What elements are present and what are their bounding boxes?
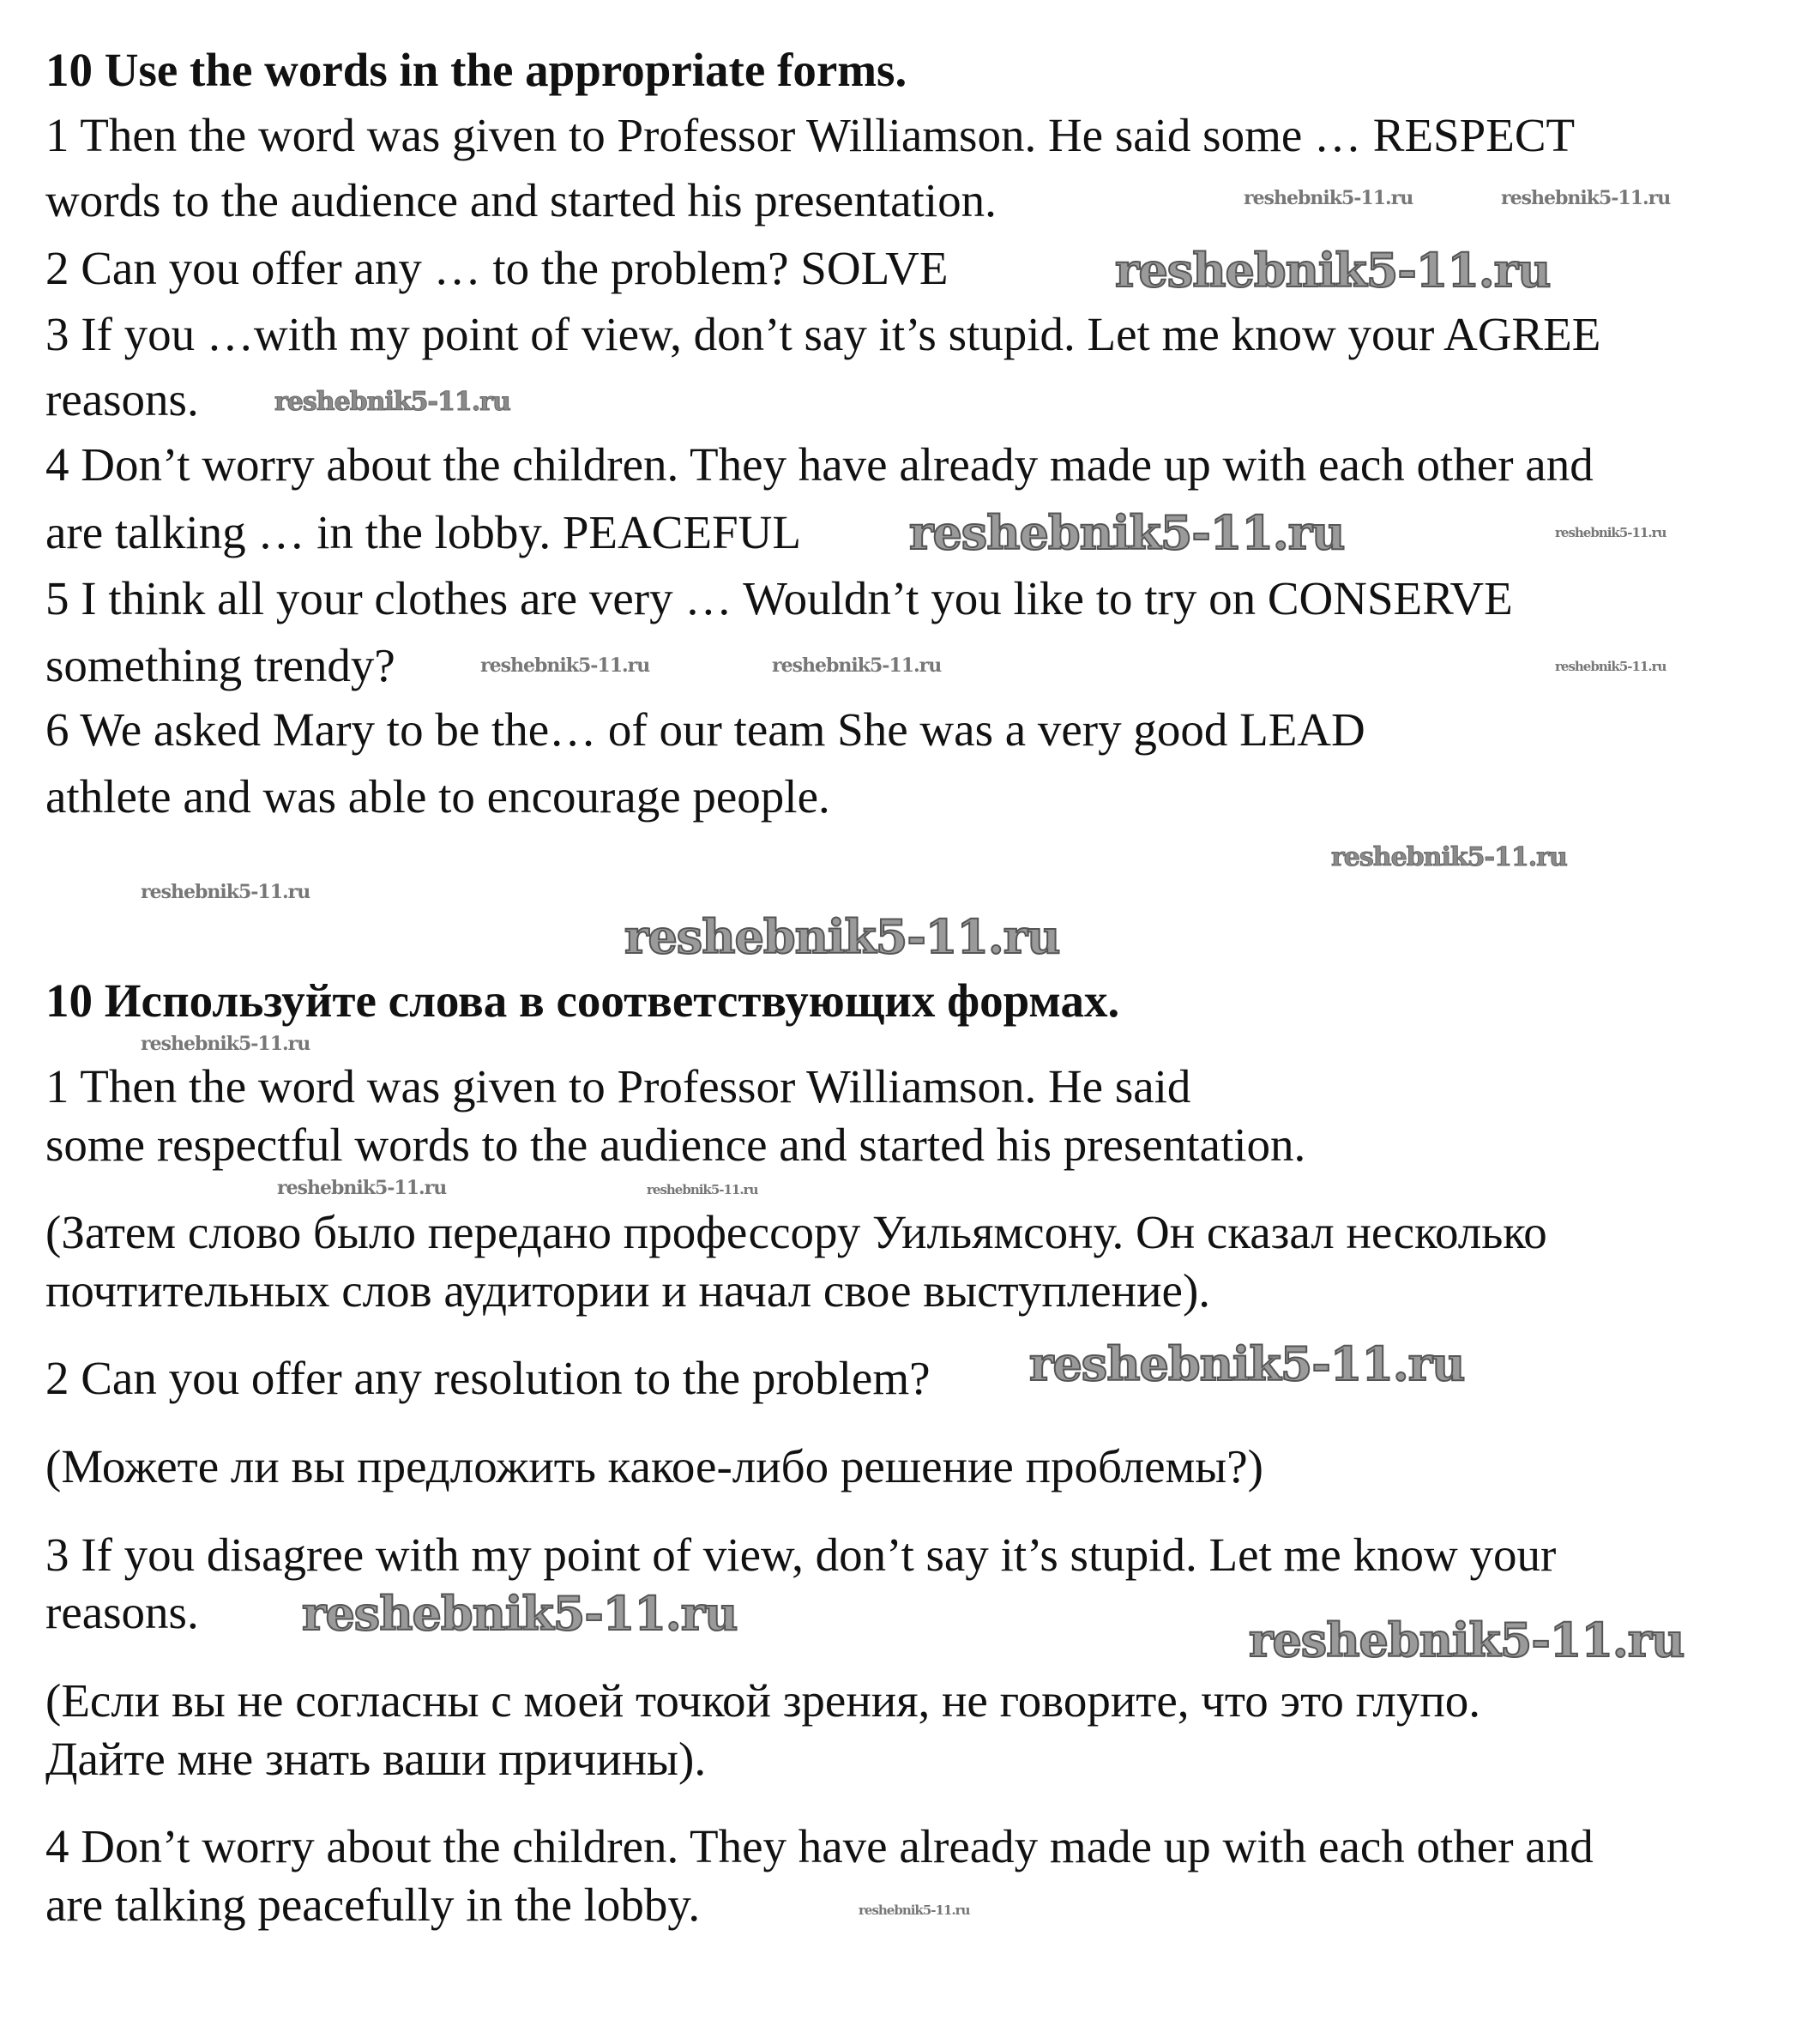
watermark: reshebnik5-11.ru bbox=[1249, 1613, 1685, 1667]
watermark: reshebnik5-11.ru bbox=[277, 1177, 447, 1199]
watermark: reshebnik5-11.ru bbox=[1029, 1336, 1465, 1391]
answer-line: reasons. bbox=[45, 1586, 199, 1638]
watermark: reshebnik5-11.ru bbox=[859, 1902, 970, 1918]
answer-line: 3 If you disagree with my point of view, don’t say it’s stupid. Let me know your bbox=[45, 1528, 1557, 1581]
exercise-line: words to the audience and started his presentation. bbox=[45, 174, 997, 226]
watermark: reshebnik5-11.ru bbox=[274, 387, 510, 417]
answers-title: 10 Используйте слова в соответствующих формах. bbox=[45, 974, 1120, 1027]
translation-line: (Можете ли вы предложить какое-либо решение проблемы?) bbox=[45, 1440, 1263, 1492]
exercise-line: athlete and was able to encourage people. bbox=[45, 770, 830, 823]
exercise-line: something trendy? bbox=[45, 639, 395, 691]
translation-line: (Если вы не согласны с моей точкой зрения, не говорите, что это глупо. bbox=[45, 1674, 1481, 1727]
answer-line: 4 Don’t worry about the children. They have already made up with each other and bbox=[45, 1820, 1594, 1872]
watermark: reshebnik5-11.ru bbox=[141, 1033, 310, 1055]
exercise-line: 5 I think all your clothes are very … Wouldn’t you like to try on CONSERVE bbox=[45, 572, 1513, 624]
watermark: reshebnik5-11.ru bbox=[772, 654, 942, 677]
watermark: reshebnik5-11.ru bbox=[1501, 187, 1671, 209]
watermark: reshebnik5-11.ru bbox=[302, 1586, 738, 1641]
watermark: reshebnik5-11.ru bbox=[1555, 659, 1666, 674]
watermark: reshebnik5-11.ru bbox=[1331, 842, 1567, 872]
exercise-line: are talking … in the lobby. PEACEFUL bbox=[45, 506, 801, 558]
translation-line: почтительных слов аудитории и начал свое выступление). bbox=[45, 1264, 1211, 1317]
translation-line: (Затем слово было передано профессору Уильямсону. Он сказал несколько bbox=[45, 1206, 1547, 1258]
answer-line: are talking peacefully in the lobby. bbox=[45, 1878, 701, 1931]
exercise-line: reasons. bbox=[45, 373, 199, 425]
watermark: reshebnik5-11.ru bbox=[1555, 525, 1666, 540]
watermark: reshebnik5-11.ru bbox=[647, 1182, 758, 1197]
exercise-line: 4 Don’t worry about the children. They have already made up with each other and bbox=[45, 438, 1594, 491]
exercise-line: 2 Can you offer any … to the problem? SOLVE bbox=[45, 242, 949, 294]
answer-line: 1 Then the word was given to Professor Williamson. He said bbox=[45, 1060, 1191, 1112]
watermark: reshebnik5-11.ru bbox=[141, 881, 310, 903]
exercise-line: 1 Then the word was given to Professor Williamson. He said some … RESPECT bbox=[45, 109, 1576, 161]
watermark: reshebnik5-11.ru bbox=[480, 654, 650, 677]
answer-line: 2 Can you offer any resolution to the problem? bbox=[45, 1352, 931, 1404]
watermark: reshebnik5-11.ru bbox=[1115, 243, 1551, 298]
watermark: reshebnik5-11.ru bbox=[624, 909, 1060, 964]
translation-line: Дайте мне знать ваши причины). bbox=[45, 1733, 707, 1785]
exercise-line: 6 We asked Mary to be the… of our team She was a very good LEAD bbox=[45, 703, 1365, 756]
exercise-line: 3 If you …with my point of view, don’t say it’s stupid. Let me know your AGREE bbox=[45, 308, 1601, 360]
watermark: reshebnik5-11.ru bbox=[909, 505, 1345, 560]
exercise-title: 10 Use the words in the appropriate forms. bbox=[45, 44, 907, 96]
answer-line: some respectful words to the audience and started his presentation. bbox=[45, 1118, 1306, 1171]
watermark: reshebnik5-11.ru bbox=[1244, 187, 1413, 209]
